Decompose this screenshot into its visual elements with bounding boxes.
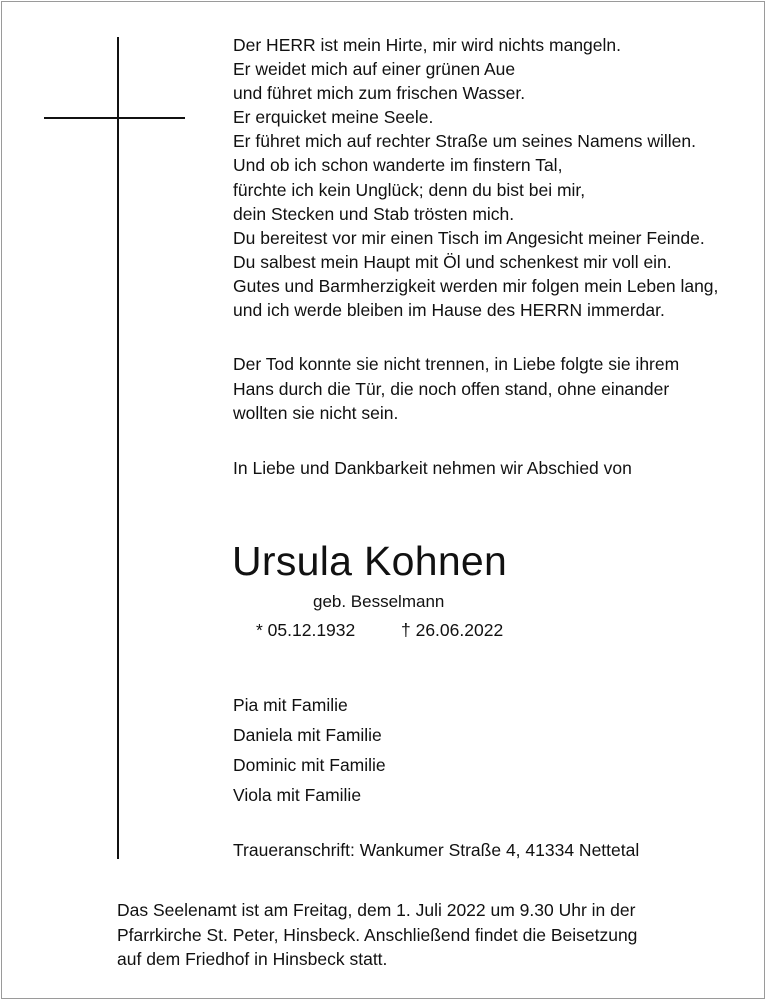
psalm-line: Gutes und Barmherzigkeit werden mir folgen mein Leben lang, bbox=[233, 275, 719, 296]
psalm-line: Du bereitest vor mir einen Tisch im Angesicht meiner Feinde. bbox=[233, 227, 705, 248]
psalm-line: Er erquicket meine Seele. bbox=[233, 107, 434, 128]
family-member: Dominic mit Familie bbox=[233, 755, 386, 775]
tribute-line: Hans durch die Tür, die noch offen stand, ohne einander bbox=[233, 378, 670, 399]
birth-date: * 05.12.1932 bbox=[256, 620, 356, 640]
maiden-name: geb. Besselmann bbox=[313, 592, 445, 611]
psalm-line: fürchte ich kein Unglück; denn du bist bei mir, bbox=[233, 179, 586, 200]
family-member: Viola mit Familie bbox=[233, 785, 362, 805]
deceased-name: Ursula Kohnen bbox=[232, 538, 508, 584]
psalm-line: Er führet mich auf rechter Straße um seines Namens willen. bbox=[233, 131, 696, 152]
service-line: Pfarrkirche St. Peter, Hinsbeck. Anschließend findet die Beisetzung bbox=[117, 924, 638, 945]
tribute-line: wollten sie nicht sein. bbox=[233, 403, 399, 423]
service-line: Das Seelenamt ist am Freitag, dem 1. Juli 2022 um 9.30 Uhr in der bbox=[117, 900, 636, 920]
mourning-address: Traueranschrift: Wankumer Straße 4, 41334 Nettetal bbox=[233, 840, 640, 860]
psalm-line: Er weidet mich auf einer grünen Aue bbox=[233, 59, 516, 80]
psalm-line: dein Stecken und Stab trösten mich. bbox=[233, 203, 515, 224]
psalm-line: Du salbest mein Haupt mit Öl und schenkest mir voll ein. bbox=[233, 251, 672, 272]
family-list bbox=[233, 690, 386, 810]
farewell-text: In Liebe und Dankbarkeit nehmen wir Abschied von bbox=[233, 458, 632, 478]
family-member: Pia mit Familie bbox=[233, 695, 348, 715]
psalm-text bbox=[233, 33, 718, 322]
service-line: auf dem Friedhof in Hinsbeck statt. bbox=[117, 949, 388, 969]
family-member: Daniela mit Familie bbox=[233, 725, 382, 745]
psalm-line: Der HERR ist mein Hirte, mir wird nichts mangeln. bbox=[233, 35, 622, 55]
service-info bbox=[117, 898, 637, 972]
cross-horizontal-bar bbox=[44, 117, 185, 119]
death-date: † 26.06.2022 bbox=[401, 620, 504, 640]
cross-vertical-bar bbox=[117, 37, 119, 859]
tribute-line: Der Tod konnte sie nicht trennen, in Liebe folgte sie ihrem bbox=[233, 354, 680, 374]
tribute-text bbox=[233, 352, 679, 426]
psalm-line: Und ob ich schon wanderte im finstern Tal, bbox=[233, 155, 563, 176]
psalm-line: und führet mich zum frischen Wasser. bbox=[233, 83, 526, 104]
psalm-line: und ich werde bleiben im Hause des HERRN immerdar. bbox=[233, 300, 665, 321]
